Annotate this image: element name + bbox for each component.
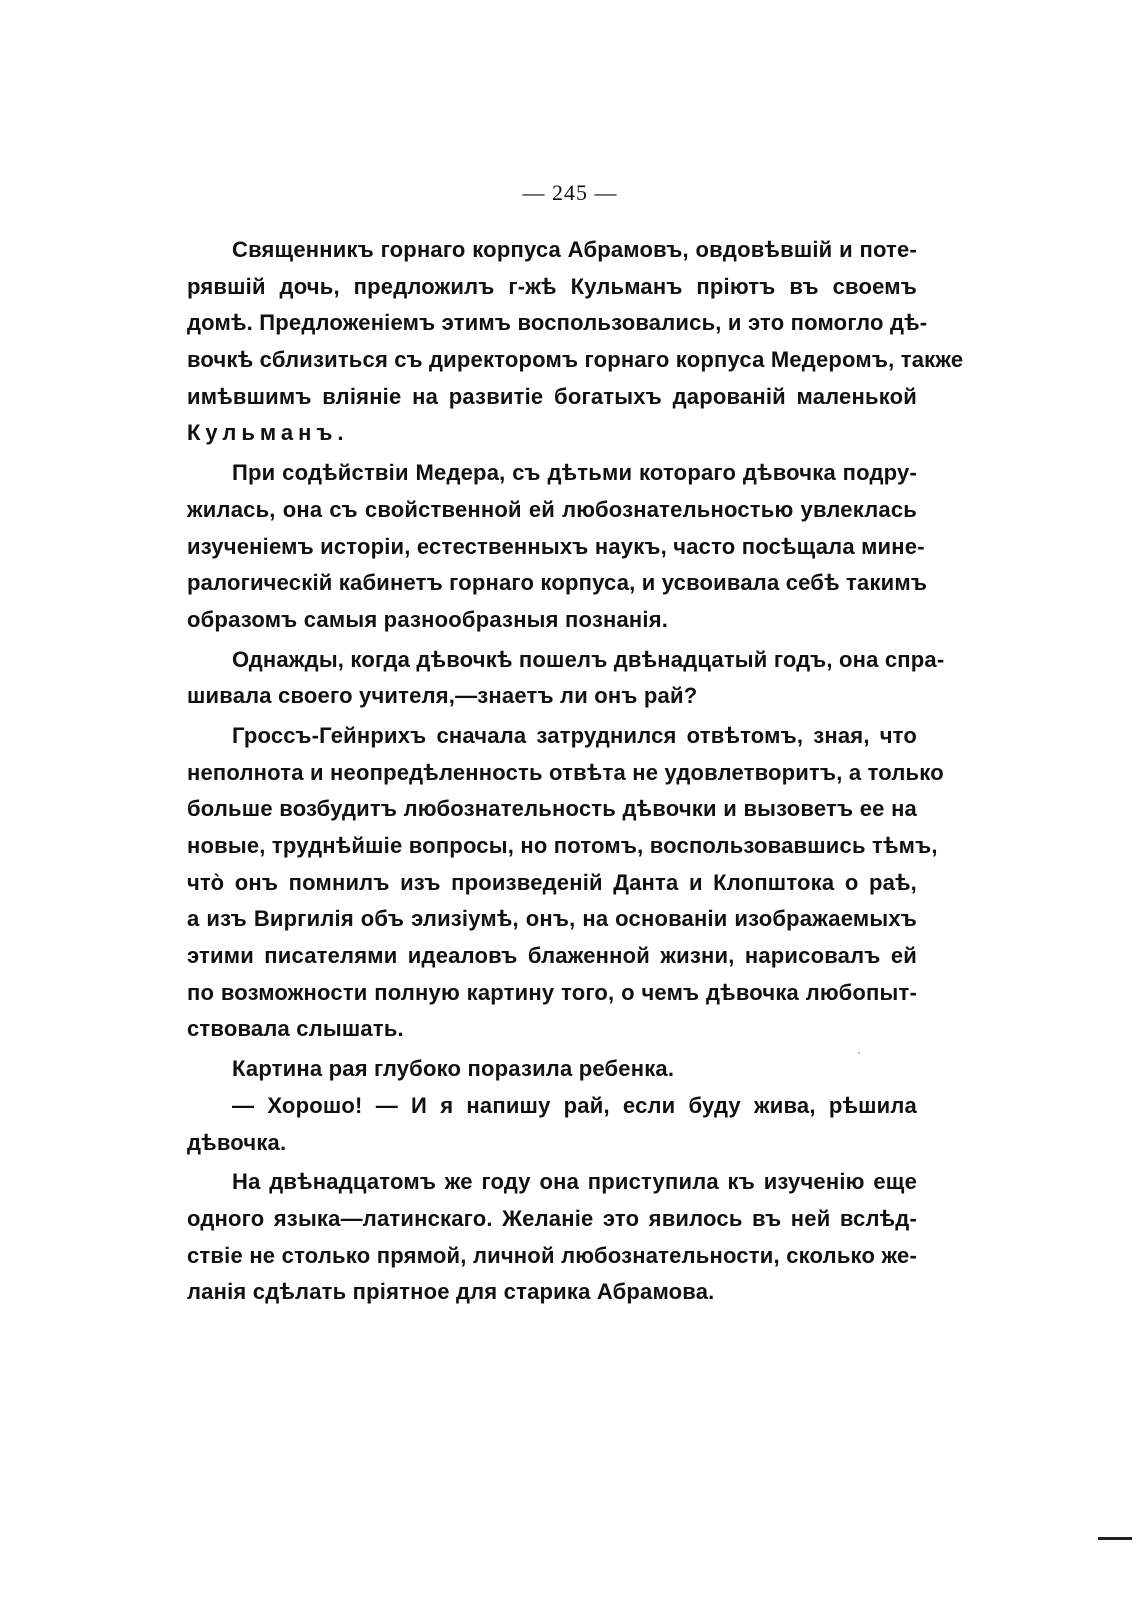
paragraph — [187, 1164, 917, 1311]
paragraph — [187, 232, 964, 452]
text-line: ствовала слышать. — [187, 1016, 404, 1042]
scan-speck — [858, 1052, 860, 1054]
text-line: Картина рая глубоко поразила ребенка. — [232, 1056, 675, 1082]
text-line: ралогическій кабинетъ горнаго корпуса, и усвоивала себѣ такимъ — [187, 570, 928, 596]
text-line: На двѣнадцатомъ же году она приступила къ изученію еще — [232, 1169, 917, 1195]
paragraph — [187, 1051, 917, 1088]
text-line: а изъ Виргилія объ элизіумѣ, онъ, на основаніи изображаемыхъ — [187, 906, 917, 932]
text-line: Священникъ горнаго корпуса Абрамовъ, овдовѣвшій и поте- — [232, 237, 917, 262]
text-line: домѣ. Предложеніемъ этимъ воспользовались, и это помогло дѣ- — [187, 310, 928, 336]
text-line: Гроссъ-Гейнрихъ сначала затруднился отвѣтомъ, зная, что — [232, 722, 917, 748]
paragraph — [187, 642, 945, 715]
text-line: по возможности полную картину того, о чемъ дѣвочка любопыт- — [187, 979, 917, 1005]
text-line: новые, труднѣйшіе вопросы, но потомъ, воспользовавшись тѣмъ, — [187, 833, 938, 858]
text-line: жилась, она съ свойственной ей любознательностью увлеклась — [187, 496, 917, 522]
text-line: что̀ онъ помнилъ изъ произведеній Данта и Клопштока о раѣ, — [187, 869, 917, 895]
text-line: дѣвочка. — [187, 1129, 287, 1155]
text-line: изученіемъ исторіи, естественныхъ наукъ, часто посѣщала мине- — [187, 533, 925, 559]
text-line: Однажды, когда дѣвочкѣ пошелъ двѣнадцатый годъ, она спра- — [232, 646, 945, 672]
text-line: рявшій дочь, предложилъ г-жѣ Кульманъ пріютъ въ своемъ — [187, 273, 917, 299]
text-line: ствіе не столько прямой, личной любознательности, сколько же- — [187, 1242, 917, 1268]
page-number: — 245 — — [522, 180, 618, 205]
text-line: — Хорошо! — И я напишу рай, если буду жива, рѣшила — [232, 1092, 917, 1118]
text-line: вочкѣ сблизиться съ директоромъ горнаго корпуса Медеромъ, также — [187, 347, 964, 373]
body-text — [187, 232, 964, 1311]
text-line: Кульманъ. — [187, 420, 349, 446]
paragraph — [187, 1088, 917, 1161]
text-line: неполнота и неопредѣленность отвѣта не удовлетворитъ, а только — [187, 759, 944, 785]
text-line: одного языка—латинскаго. Желаніе это явилось въ ней вслѣд- — [187, 1205, 917, 1231]
paragraph — [187, 718, 944, 1048]
text-line: образомъ самыя разнообразныя познанія. — [187, 606, 669, 632]
text-line: шивала своего учителя,—знаетъ ли онъ рай? — [187, 683, 698, 709]
text-line: больше возбудитъ любознательность дѣвочки и вызоветъ ее на — [187, 796, 917, 822]
paragraph — [187, 455, 928, 638]
text-line: имѣвшимъ вліяніе на развитіе богатыхъ дарованій маленькой — [187, 383, 917, 409]
text-line: этими писателями идеаловъ блаженной жизни, нарисовалъ ей — [187, 943, 917, 969]
text-line: При содѣйствіи Медера, съ дѣтьми котораго дѣвочка подру- — [232, 460, 917, 486]
text-line: ланія сдѣлать пріятное для старика Абрамова. — [187, 1279, 715, 1305]
scan-edge-mark — [1098, 1537, 1132, 1540]
